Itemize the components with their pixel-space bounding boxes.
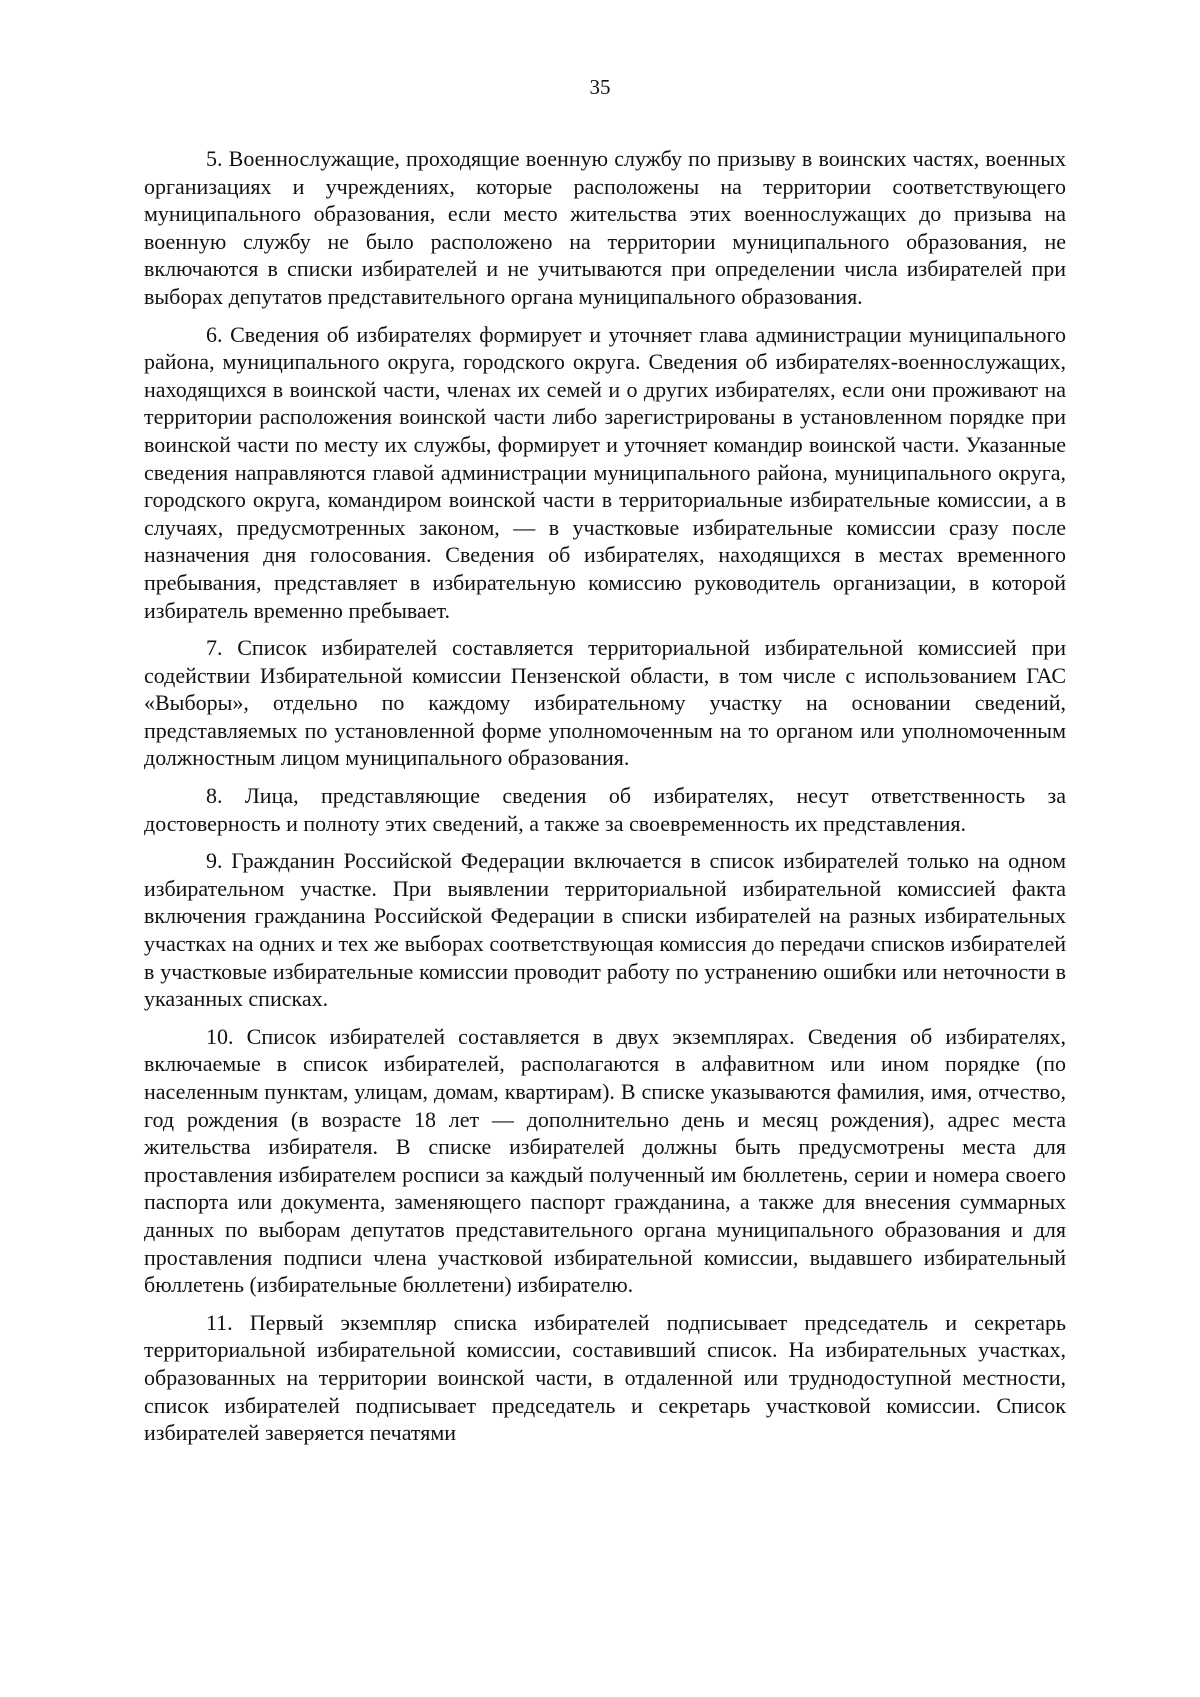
paragraph-9: 9. Гражданин Российской Федерации включается в список избирателей только на одном избирательном участке. При выявлении территориальной избирательной комиссией факта включения гражданина Российской Федерации в списки избирателей на разных избирательных участках на одних и тех же выборах соответствующая комиссия до передачи списков избирателей в участковые избирательные комиссии проводит работу по устранению ошибки или неточности в указанных списках.	[144, 848, 1066, 1012]
paragraph-8: 8. Лица, представляющие сведения об избирателях, несут ответственность за достоверность и полноту этих сведений, а также за своевременность их представления.	[144, 783, 1066, 836]
document-body	[144, 145, 1066, 1457]
page-number: 35	[589, 75, 611, 99]
paragraph-7: 7. Список избирателей составляется территориальной избирательной комиссией при содействии Избирательной комиссии Пензенской области, в том числе с использованием ГАС «Выборы», отдельно по каждому избирательному участку на основании сведений, представляемых по установленной форме уполномоченным на то органом или уполномоченным должностным лицом муниципального образования.	[144, 635, 1066, 771]
paragraph-11: 11. Первый экземпляр списка избирателей подписывает председатель и секретарь территориальной избирательной комиссии, составивший список. На избирательных участках, образованных на территории воинской части, в отдаленной или труднодоступной местности, список избирателей подписывает председатель и секретарь участковой комиссии. Список избирателей заверяется печатями	[144, 1309, 1066, 1446]
paragraph-10: 10. Список избирателей составляется в двух экземплярах. Сведения об избирателях, включаемые в список избирателей, располагаются в алфавитном или ином порядке (по населенным пунктам, улицам, домам, квартирам). В списке указываются фамилия, имя, отчество, год рождения (в возрасте 18 лет — дополнительно день и месяц рождения), адрес места жительства избирателя. В списке избирателей должны быть предусмотрены места для проставления избирателем росписи за каждый полученный им бюллетень, серии и номера своего паспорта или документа, заменяющего паспорт гражданина, а также для внесения суммарных данных по выборам депутатов представительного органа муниципального образования и для проставления подписи члена участковой избирательной комиссии, выдавшего избирательный бюллетень (избирательные бюллетени) избирателю.	[144, 1023, 1066, 1298]
paragraph-6: 6. Сведения об избирателях формирует и уточняет глава администрации муниципального района, муниципального округа, городского округа. Сведения об избирателях-военнослужащих, находящихся в воинской части, членах их семей и о других избирателях, если они проживают на территории расположения воинской части либо зарегистрированы в установленном порядке при воинской части по месту их службы, формирует и уточняет командир воинской части. Указанные сведения направляются главой администрации муниципального района, муниципального округа, городского округа, командиром воинской части в территориальные избирательные комиссии, а в случаях, предусмотренных законом, — в участковые избирательные комиссии сразу после назначения дня голосования. Сведения об избирателях, находящихся в местах временного пребывания, представляет в избирательную комиссию руководитель организации, в которой избиратель временно пребывает.	[144, 321, 1066, 623]
paragraph-5: 5. Военнослужащие, проходящие военную службу по призыву в воинских частях, военных организациях и учреждениях, которые расположены на территории соответствующего муниципального образования, если место жительства этих военнослужащих до призыва на военную службу не было расположено на территории муниципального образования, не включаются в списки избирателей и не учитываются при определении числа избирателей при выборах депутатов представительного органа муниципального образования.	[144, 146, 1066, 309]
